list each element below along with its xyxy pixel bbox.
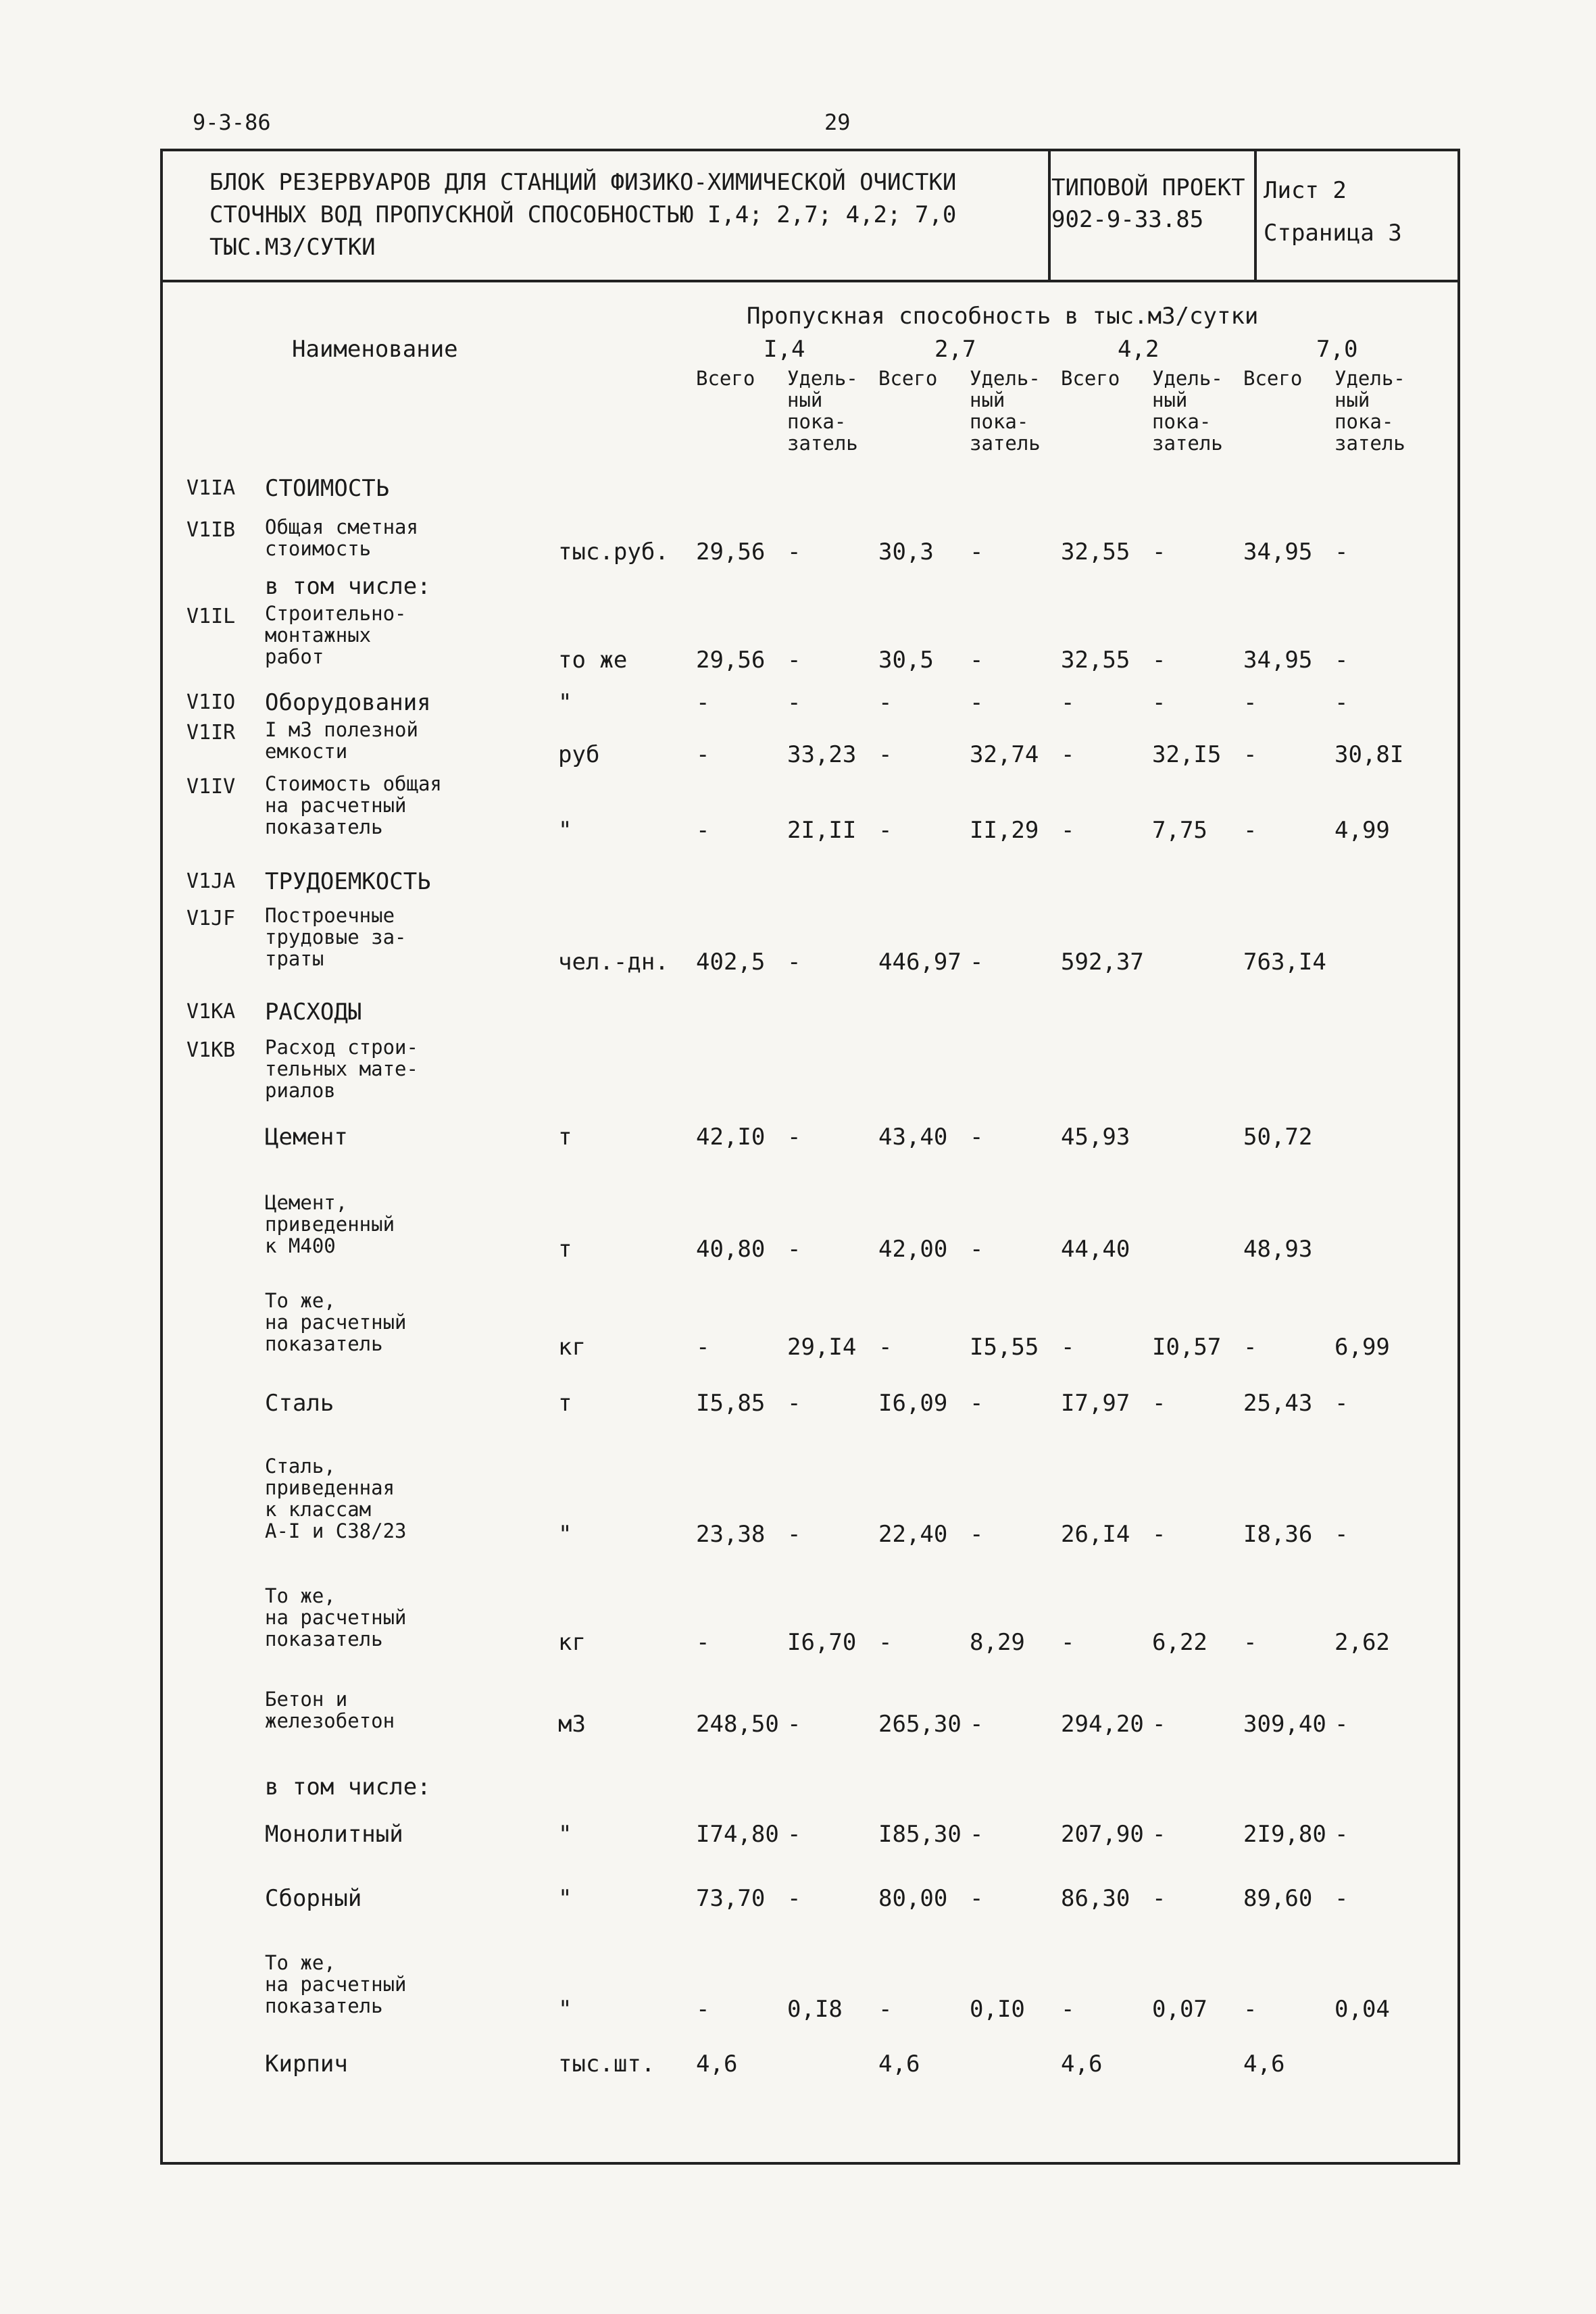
specific-indicator-header: ный bbox=[787, 388, 823, 411]
row-value: 32,55 bbox=[1061, 647, 1130, 674]
row-name: I м3 полезной bbox=[265, 718, 418, 741]
row-name: показатель bbox=[265, 1628, 383, 1651]
row-name: железобетон bbox=[265, 1709, 395, 1732]
row-name: СТОИМОСТЬ bbox=[265, 475, 390, 502]
specific-indicator-header: пока- bbox=[1152, 410, 1212, 433]
row-value: 309,40 bbox=[1243, 1711, 1326, 1738]
row-value: I7,97 bbox=[1061, 1390, 1130, 1417]
row-name: на расчетный bbox=[265, 1606, 407, 1629]
row-value: 446,97 bbox=[878, 949, 962, 976]
row-unit: чел.-дн. bbox=[558, 949, 669, 976]
row-value: 4,6 bbox=[1243, 2051, 1285, 2078]
row-name: к классам bbox=[265, 1498, 372, 1521]
row-value: 4,6 bbox=[696, 2051, 738, 2078]
specific-indicator-header: затель bbox=[787, 432, 858, 455]
row-value: 25,43 bbox=[1243, 1390, 1313, 1417]
total-column-header: Всего bbox=[1061, 367, 1120, 390]
row-name: к М400 bbox=[265, 1234, 336, 1257]
document-title-line: СТОЧНЫХ ВОД ПРОПУСКНОЙ СПОСОБНОСТЬЮ I,4; 2,7; 4,2; 7,0 bbox=[209, 201, 957, 228]
row-value: - bbox=[1335, 1821, 1349, 1848]
row-name: Оборудования bbox=[265, 689, 431, 716]
row-value: - bbox=[1335, 538, 1349, 565]
row-value: 42,00 bbox=[878, 1236, 948, 1263]
row-value: 4,6 bbox=[878, 2051, 920, 2078]
row-value: 207,90 bbox=[1061, 1821, 1144, 1848]
row-value: - bbox=[1335, 1711, 1349, 1738]
row-name: Цемент bbox=[265, 1124, 348, 1151]
row-value: - bbox=[787, 689, 801, 716]
row-value: - bbox=[787, 538, 801, 565]
row-value: 50,72 bbox=[1243, 1124, 1313, 1151]
row-value: - bbox=[787, 1236, 801, 1263]
row-value: - bbox=[787, 1124, 801, 1151]
row-name: приведенный bbox=[265, 1213, 395, 1236]
row-value: 32,55 bbox=[1061, 538, 1130, 565]
row-unit: руб bbox=[558, 741, 600, 768]
stamp-divider bbox=[1048, 151, 1051, 280]
row-value: - bbox=[970, 1236, 984, 1263]
row-name: на расчетный bbox=[265, 794, 407, 817]
row-value: - bbox=[878, 1629, 893, 1656]
series-code: 9-3-86 bbox=[193, 109, 271, 135]
specific-indicator-header: ный bbox=[1335, 388, 1370, 411]
capacity-value: 4,2 bbox=[1118, 336, 1159, 363]
row-name: Стоимость общая bbox=[265, 772, 442, 795]
row-value: 8,29 bbox=[970, 1629, 1025, 1656]
row-value: - bbox=[970, 949, 984, 976]
row-value: 45,93 bbox=[1061, 1124, 1130, 1151]
row-value: - bbox=[878, 741, 893, 768]
row-value: 29,56 bbox=[696, 647, 766, 674]
specific-indicator-header: затель bbox=[970, 432, 1041, 455]
row-value: 4,99 bbox=[1335, 817, 1390, 844]
row-value: 763,I4 bbox=[1243, 949, 1326, 976]
row-value: I5,55 bbox=[970, 1334, 1039, 1361]
row-value: 30,5 bbox=[878, 647, 934, 674]
page-number: 29 bbox=[824, 109, 851, 135]
row-value: 0,I0 bbox=[970, 1996, 1025, 2023]
name-column-header: Наименование bbox=[292, 336, 458, 363]
row-value: 32,74 bbox=[970, 741, 1039, 768]
row-value: - bbox=[970, 1124, 984, 1151]
capacity-value: 2,7 bbox=[934, 336, 976, 363]
row-code: V1IV bbox=[186, 775, 236, 799]
capacity-value: 7,0 bbox=[1316, 336, 1358, 363]
row-value: 40,80 bbox=[696, 1236, 766, 1263]
row-value: I8,36 bbox=[1243, 1521, 1313, 1548]
row-value: - bbox=[1335, 1390, 1349, 1417]
project-number: 902-9-33.85 bbox=[1051, 206, 1204, 233]
row-value: - bbox=[696, 817, 710, 844]
row-value: - bbox=[1152, 1885, 1166, 1912]
row-value: - bbox=[878, 817, 893, 844]
row-unit: " bbox=[558, 817, 572, 844]
row-value: 42,I0 bbox=[696, 1124, 766, 1151]
row-name: РАСХОДЫ bbox=[265, 999, 362, 1026]
row-value: - bbox=[878, 689, 893, 716]
row-value: 30,3 bbox=[878, 538, 934, 565]
row-value: - bbox=[878, 1334, 893, 1361]
row-name: Цемент, bbox=[265, 1191, 348, 1214]
sheet-number: Лист 2 bbox=[1264, 177, 1347, 204]
row-value: - bbox=[787, 1821, 801, 1848]
row-value: - bbox=[970, 1885, 984, 1912]
row-code: V1IO bbox=[186, 690, 236, 714]
row-value: 2I,II bbox=[787, 817, 857, 844]
row-code: V1IB bbox=[186, 518, 236, 542]
row-unit: тыс.шт. bbox=[558, 2051, 655, 2078]
row-value: - bbox=[787, 1390, 801, 1417]
capacity-value: I,4 bbox=[764, 336, 805, 363]
row-name: работ bbox=[265, 645, 324, 668]
row-value: - bbox=[696, 1996, 710, 2023]
row-name: в том числе: bbox=[265, 573, 431, 600]
row-name: Кирпич bbox=[265, 2051, 348, 2078]
row-value: - bbox=[1243, 689, 1257, 716]
row-name: Расход строи- bbox=[265, 1036, 418, 1059]
row-value: I0,57 bbox=[1152, 1334, 1222, 1361]
row-value: - bbox=[1335, 689, 1349, 716]
row-name: приведенная bbox=[265, 1476, 395, 1499]
row-value: - bbox=[1243, 1996, 1257, 2023]
row-value: - bbox=[1061, 1996, 1075, 2023]
row-value: 43,40 bbox=[878, 1124, 948, 1151]
row-value: - bbox=[696, 1334, 710, 1361]
row-code: V1IA bbox=[186, 476, 236, 500]
total-column-header: Всего bbox=[696, 367, 755, 390]
row-name: риалов bbox=[265, 1079, 336, 1102]
row-name: монтажных bbox=[265, 624, 372, 647]
row-value: 6,22 bbox=[1152, 1629, 1207, 1656]
capacity-header: Пропускная способность в тыс.м3/сутки bbox=[747, 303, 1259, 330]
row-name: трудовые за- bbox=[265, 926, 407, 949]
row-value: - bbox=[970, 1711, 984, 1738]
row-value: - bbox=[696, 1629, 710, 1656]
row-value: - bbox=[696, 741, 710, 768]
row-name: Построечные bbox=[265, 904, 395, 927]
row-value: 44,40 bbox=[1061, 1236, 1130, 1263]
row-name: Сталь, bbox=[265, 1455, 336, 1478]
row-unit: т bbox=[558, 1390, 572, 1417]
row-name: показатель bbox=[265, 1332, 383, 1355]
row-value: 86,30 bbox=[1061, 1885, 1130, 1912]
row-unit: то же bbox=[558, 647, 628, 674]
row-name: емкости bbox=[265, 740, 348, 763]
row-value: I85,30 bbox=[878, 1821, 962, 1848]
row-value: - bbox=[970, 1390, 984, 1417]
row-name: стоимость bbox=[265, 537, 372, 560]
row-value: 73,70 bbox=[696, 1885, 766, 1912]
row-value: - bbox=[1061, 741, 1075, 768]
row-name: показатель bbox=[265, 815, 383, 838]
row-code: V1JA bbox=[186, 870, 236, 893]
row-value: I6,09 bbox=[878, 1390, 948, 1417]
row-name: тельных мате- bbox=[265, 1057, 418, 1080]
row-name: То же, bbox=[265, 1289, 336, 1312]
row-name: Бетон и bbox=[265, 1688, 348, 1711]
row-value: 29,I4 bbox=[787, 1334, 857, 1361]
row-value: - bbox=[787, 1885, 801, 1912]
specific-indicator-header: пока- bbox=[1335, 410, 1394, 433]
specific-indicator-header: Удель- bbox=[1335, 367, 1405, 390]
row-value: - bbox=[1152, 1521, 1166, 1548]
row-value: 2,62 bbox=[1335, 1629, 1390, 1656]
row-value: 32,I5 bbox=[1152, 741, 1222, 768]
row-value: I5,85 bbox=[696, 1390, 766, 1417]
row-value: 33,23 bbox=[787, 741, 857, 768]
row-name: Сборный bbox=[265, 1885, 362, 1912]
sheet-page: Страница 3 bbox=[1264, 220, 1402, 247]
row-value: - bbox=[1335, 1885, 1349, 1912]
row-value: 265,30 bbox=[878, 1711, 962, 1738]
row-value: - bbox=[1152, 538, 1166, 565]
row-value: - bbox=[1335, 647, 1349, 674]
row-value: - bbox=[787, 1521, 801, 1548]
row-value: 34,95 bbox=[1243, 538, 1313, 565]
specific-indicator-header: затель bbox=[1335, 432, 1405, 455]
row-value: 22,40 bbox=[878, 1521, 948, 1548]
row-name: в том числе: bbox=[265, 1774, 431, 1801]
total-column-header: Всего bbox=[1243, 367, 1303, 390]
row-value: 30,8I bbox=[1335, 741, 1404, 768]
row-value: 6,99 bbox=[1335, 1334, 1390, 1361]
row-value: - bbox=[970, 647, 984, 674]
row-unit: т bbox=[558, 1124, 572, 1151]
row-unit: " bbox=[558, 1821, 572, 1848]
total-column-header: Всего bbox=[878, 367, 938, 390]
row-unit: кг bbox=[558, 1334, 586, 1361]
row-name: То же, bbox=[265, 1584, 336, 1607]
row-code: V1IR bbox=[186, 721, 236, 745]
row-unit: " bbox=[558, 1885, 572, 1912]
row-unit: " bbox=[558, 1996, 572, 2023]
row-value: - bbox=[787, 1711, 801, 1738]
row-value: 2I9,80 bbox=[1243, 1821, 1326, 1848]
row-unit: кг bbox=[558, 1629, 586, 1656]
row-unit: т bbox=[558, 1236, 572, 1263]
specific-indicator-header: пока- bbox=[970, 410, 1029, 433]
row-value: 0,I8 bbox=[787, 1996, 843, 2023]
row-value: - bbox=[1152, 689, 1166, 716]
row-value: 29,56 bbox=[696, 538, 766, 565]
row-value: I74,80 bbox=[696, 1821, 779, 1848]
row-value: - bbox=[787, 949, 801, 976]
row-value: - bbox=[1335, 1521, 1349, 1548]
row-value: 34,95 bbox=[1243, 647, 1313, 674]
row-value: - bbox=[1152, 647, 1166, 674]
row-value: - bbox=[1243, 817, 1257, 844]
row-value: 4,6 bbox=[1061, 2051, 1103, 2078]
specific-indicator-header: затель bbox=[1152, 432, 1223, 455]
document-title-line: БЛОК РЕЗЕРВУАРОВ ДЛЯ СТАНЦИЙ ФИЗИКО-ХИМИЧЕСКОЙ ОЧИСТКИ bbox=[209, 169, 957, 196]
row-code: V1KA bbox=[186, 1000, 236, 1024]
row-name: То же, bbox=[265, 1951, 336, 1974]
row-name: Сталь bbox=[265, 1390, 334, 1417]
row-value: 0,07 bbox=[1152, 1996, 1207, 2023]
project-label: ТИПОВОЙ ПРОЕКТ bbox=[1051, 174, 1245, 201]
row-value: 7,75 bbox=[1152, 817, 1207, 844]
row-name: Строительно- bbox=[265, 602, 407, 625]
row-unit: м3 bbox=[558, 1711, 586, 1738]
stamp-divider bbox=[1254, 151, 1257, 280]
document-title-line: ТЫС.М3/СУТКИ bbox=[209, 234, 376, 261]
row-name: показатель bbox=[265, 1994, 383, 2017]
row-value: - bbox=[1061, 1629, 1075, 1656]
row-value: - bbox=[878, 1996, 893, 2023]
row-name: Общая сметная bbox=[265, 515, 418, 538]
specific-indicator-header: ный bbox=[1152, 388, 1188, 411]
row-name: А-I и С38/23 bbox=[265, 1519, 407, 1542]
row-value: 23,38 bbox=[696, 1521, 766, 1548]
row-code: V1IL bbox=[186, 605, 236, 628]
row-value: - bbox=[970, 538, 984, 565]
row-unit: " bbox=[558, 689, 572, 716]
row-value: - bbox=[1152, 1821, 1166, 1848]
row-value: II,29 bbox=[970, 817, 1039, 844]
row-value: 248,50 bbox=[696, 1711, 779, 1738]
specific-indicator-header: Удель- bbox=[970, 367, 1041, 390]
row-value: 89,60 bbox=[1243, 1885, 1313, 1912]
row-value: 80,00 bbox=[878, 1885, 948, 1912]
specific-indicator-header: пока- bbox=[787, 410, 847, 433]
row-value: - bbox=[1243, 1334, 1257, 1361]
row-name: Монолитный bbox=[265, 1821, 403, 1848]
row-unit: тыс.руб. bbox=[558, 538, 669, 565]
row-value: - bbox=[1061, 689, 1075, 716]
specific-indicator-header: Удель- bbox=[787, 367, 858, 390]
row-code: V1KB bbox=[186, 1038, 236, 1062]
row-value: I6,70 bbox=[787, 1629, 857, 1656]
row-value: 592,37 bbox=[1061, 949, 1144, 976]
row-value: - bbox=[970, 1521, 984, 1548]
row-unit: " bbox=[558, 1521, 572, 1548]
specific-indicator-header: Удель- bbox=[1152, 367, 1223, 390]
row-value: - bbox=[696, 689, 710, 716]
row-value: - bbox=[1061, 817, 1075, 844]
row-value: - bbox=[1061, 1334, 1075, 1361]
row-value: - bbox=[970, 1821, 984, 1848]
specific-indicator-header: ный bbox=[970, 388, 1005, 411]
row-name: ТРУДОЕМКОСТЬ bbox=[265, 868, 431, 895]
row-name: на расчетный bbox=[265, 1311, 407, 1334]
row-name: на расчетный bbox=[265, 1973, 407, 1996]
row-value: 26,I4 bbox=[1061, 1521, 1130, 1548]
row-value: - bbox=[1243, 1629, 1257, 1656]
row-code: V1JF bbox=[186, 907, 236, 930]
row-value: - bbox=[1152, 1390, 1166, 1417]
row-value: 48,93 bbox=[1243, 1236, 1313, 1263]
row-value: - bbox=[787, 647, 801, 674]
row-value: 294,20 bbox=[1061, 1711, 1144, 1738]
row-value: - bbox=[1243, 741, 1257, 768]
row-value: 402,5 bbox=[696, 949, 766, 976]
row-name: траты bbox=[265, 947, 324, 970]
row-value: - bbox=[1152, 1711, 1166, 1738]
row-value: - bbox=[970, 689, 984, 716]
row-value: 0,04 bbox=[1335, 1996, 1390, 2023]
